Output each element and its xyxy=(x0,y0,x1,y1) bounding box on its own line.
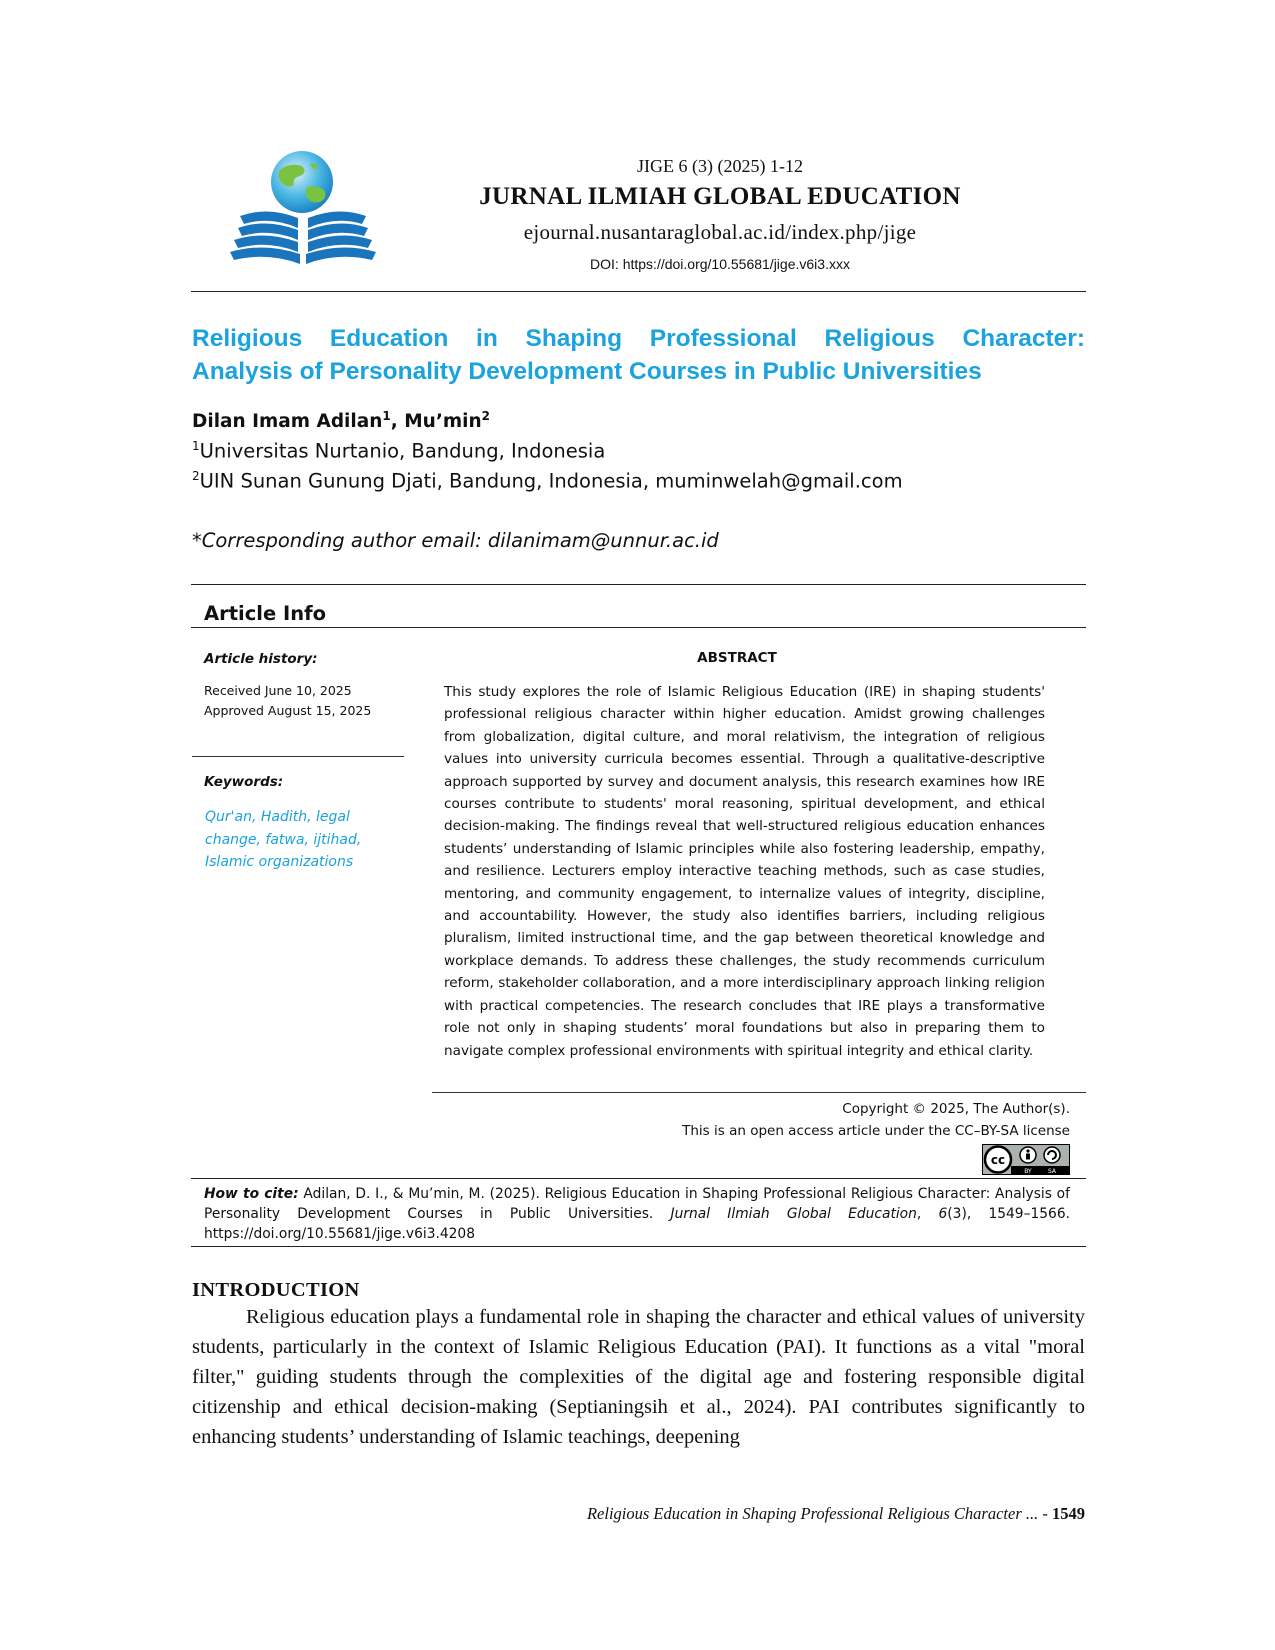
abstract-text: This study explores the role of Islamic Religious Education (IRE) in shaping students' professional religious character within higher education. Amidst growing challenges from globalization, digital culture, and moral relativism, the integration of religious values into university curricula becomes essential. Through a qualitative-descriptive approach supported by survey and document analysis, this research examines how IRE courses contribute to students' moral reasoning, spiritual development, and ethical decision-making. The findings reveal that well-structured religious education enhances students’ understanding of Islamic principles while also fostering leadership, empathy, and resilience. Lecturers employ interactive teaching methods, such as case studies, mentoring, and community engagement, to internalize values of integrity, discipline, and accountability. However, the study also identifies barriers, including religious pluralism, limited instructional time, and the gap between theoretical knowledge and workplace demands. To address these challenges, the study recommends curriculum reform, stakeholder collaboration, and a more interdisciplinary approach linking religion with practical competencies. The research concludes that IRE plays a transformative role not only in shaping students’ moral foundations but also in preparing them to navigate complex professional environments with spiritual integrity and ethical clarity. xyxy=(444,684,1045,1059)
cite-journal: Jurnal Ilmiah Global Education xyxy=(670,1206,917,1222)
keywords-label: Keywords: xyxy=(204,774,284,790)
cc-by-sa-badge[interactable] xyxy=(982,1144,1070,1175)
author-sup: 1 xyxy=(382,409,391,423)
section-heading-introduction: INTRODUCTION xyxy=(192,1279,360,1301)
received-date: Received June 10, 2025 xyxy=(204,683,352,698)
affiliation-1 xyxy=(192,439,605,463)
badge-by-label: BY xyxy=(1024,1168,1032,1175)
abstract-heading: ABSTRACT xyxy=(697,650,777,666)
journal-url[interactable]: ejournal.nusantaraglobal.ac.id/index.php/jige xyxy=(523,220,917,244)
affiliation-2 xyxy=(192,469,903,493)
footer-separator: - xyxy=(1038,1504,1052,1523)
article-info-heading: Article Info xyxy=(204,602,326,625)
license-notice xyxy=(682,1123,1070,1139)
info-bottom-rule xyxy=(191,627,1086,628)
header-divider xyxy=(191,291,1086,292)
affiliation-sup: 2 xyxy=(192,469,200,483)
corresponding-author: *Corresponding author email: dilanimam@unnur.ac.id xyxy=(192,529,719,552)
cite-label: How to cite: xyxy=(204,1186,299,1202)
article-title xyxy=(192,322,1085,388)
article-title-line2: Analysis of Personality Development Courses in Public Universities xyxy=(192,358,982,385)
history-label: Article history: xyxy=(204,651,318,667)
author-name: Dilan Imam Adilan xyxy=(192,411,383,433)
cite-top-rule xyxy=(191,1178,1086,1179)
author-list xyxy=(192,409,490,432)
journal-issue: JIGE 6 (3) (2025) 1-12 xyxy=(637,156,803,176)
cite-text: Adilan, D. I., & Mu’min, M. (2025). Religious Education in Shaping Professional Religious Character: Analysis of Personality Development Courses in Public Universities. xyxy=(204,1186,1070,1222)
page-footer xyxy=(587,1504,1085,1524)
author-separator: , xyxy=(390,411,405,433)
how-to-cite xyxy=(204,1184,1070,1244)
journal-name: JURNAL ILMIAH GLOBAL EDUCATION xyxy=(479,183,961,210)
journal-doi[interactable]: DOI: https://doi.org/10.55681/jige.v6i3.xxx xyxy=(590,256,850,272)
cite-sep: , xyxy=(916,1206,939,1222)
author-sup: 2 xyxy=(481,409,490,423)
keywords-list: Qur'an, Hadith, legal change, fatwa, ijtihad, Islamic organizations xyxy=(205,809,362,870)
badge-sa-label: SA xyxy=(1047,1168,1057,1175)
journal-logo xyxy=(228,148,378,273)
cite-volume: 6 xyxy=(938,1206,948,1222)
running-title: Religious Education in Shaping Professional Religious Character ... xyxy=(586,1504,1039,1523)
affiliation-sup: 1 xyxy=(192,439,200,453)
affiliation-text: Universitas Nurtanio, Bandung, Indonesia xyxy=(199,439,606,463)
approved-date: Approved August 15, 2025 xyxy=(204,703,372,718)
article-title-line1: Religious Education in Shaping Professional Religious Character: xyxy=(192,325,1085,352)
abstract-rule xyxy=(432,1092,1086,1093)
affiliation-text: UIN Sunan Gunung Djati, Bandung, Indonesia, muminwelah@gmail.com xyxy=(199,469,903,493)
cite-bottom-rule xyxy=(191,1246,1086,1247)
attribution-icon xyxy=(1026,1149,1029,1152)
introduction-body xyxy=(192,1302,1085,1452)
copyright-notice: Copyright © 2025, The Author(s). xyxy=(842,1101,1070,1117)
info-top-rule xyxy=(191,584,1086,585)
license-link[interactable]: CC–BY-SA license xyxy=(954,1123,1070,1139)
license-prefix: This is an open access article under the xyxy=(682,1123,955,1139)
info-left-divider xyxy=(192,756,404,757)
cc-icon: cc xyxy=(990,1153,1006,1167)
page-number: 1549 xyxy=(1052,1504,1085,1523)
author-name: Mu’min xyxy=(404,411,482,433)
cite-rest: (3), 1549–1566. https://doi.org/10.55681/jige.v6i3.4208 xyxy=(204,1206,1070,1242)
introduction-text: Religious education plays a fundamental role in shaping the character and ethical values of university students, particularly in the context of Islamic Religious Education (PAI). It functions as a vital "moral filter," guiding students through the complexities of the digital age and fostering responsible digital citizenship and ethical decision-making (Septianingsih et al., 2024). PAI contributes significantly to enhancing students’ understanding of Islamic teachings, deepening xyxy=(192,1306,1085,1448)
